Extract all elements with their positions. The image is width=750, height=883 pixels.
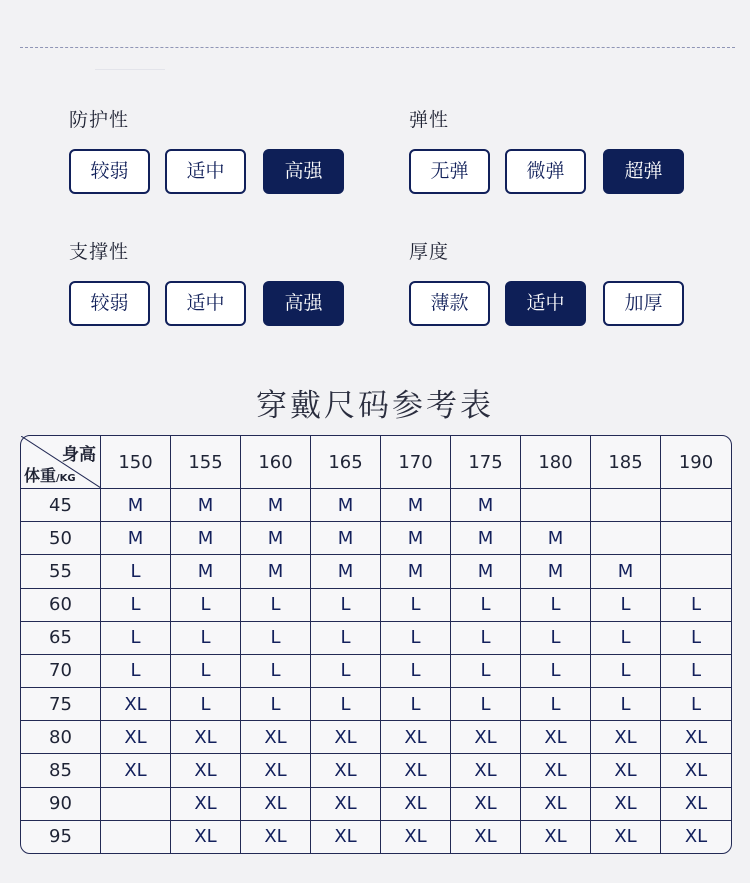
weight-cell: 65 — [21, 622, 101, 655]
table-row — [21, 555, 731, 588]
size-cell: L — [591, 622, 661, 655]
option-button[interactable]: 较弱 — [69, 281, 150, 326]
size-cell: L — [171, 622, 241, 655]
size-cell: L — [451, 589, 521, 622]
size-cell: M — [591, 555, 661, 588]
attribute-title: 支撑性 — [69, 241, 130, 263]
attribute-group-support — [69, 239, 323, 314]
size-cell: L — [241, 655, 311, 688]
size-cell: L — [521, 622, 591, 655]
size-cell: XL — [451, 788, 521, 821]
size-cell: XL — [171, 821, 241, 853]
size-cell: L — [521, 589, 591, 622]
size-cell: L — [241, 589, 311, 622]
size-cell: L — [661, 655, 731, 688]
size-cell: L — [591, 655, 661, 688]
option-row — [69, 281, 359, 331]
size-cell: XL — [241, 788, 311, 821]
table-row — [21, 821, 731, 853]
table-row — [21, 522, 731, 555]
size-cell: L — [451, 688, 521, 721]
size-cell: L — [381, 589, 451, 622]
size-cell: XL — [591, 754, 661, 787]
option-button[interactable]: 加厚 — [603, 281, 684, 326]
size-cell — [521, 489, 591, 522]
size-cell: L — [381, 688, 451, 721]
height-header: 180 — [521, 436, 591, 489]
faint-divider — [95, 69, 165, 70]
attribute-group-thickness — [409, 239, 663, 314]
size-cell: L — [661, 622, 731, 655]
size-cell: L — [171, 589, 241, 622]
size-cell — [101, 788, 171, 821]
size-cell: L — [311, 655, 381, 688]
weight-cell: 60 — [21, 589, 101, 622]
option-row — [409, 149, 699, 199]
size-cell: XL — [171, 721, 241, 754]
size-cell: L — [661, 589, 731, 622]
weight-cell: 75 — [21, 688, 101, 721]
option-button-selected[interactable]: 超弹 — [603, 149, 684, 194]
attribute-title: 厚度 — [409, 241, 450, 263]
size-chart-table — [20, 435, 732, 854]
size-cell — [101, 821, 171, 853]
size-cell: XL — [381, 821, 451, 853]
table-row — [21, 489, 731, 522]
weight-cell: 70 — [21, 655, 101, 688]
size-cell: XL — [311, 721, 381, 754]
size-cell: L — [591, 688, 661, 721]
corner-weight-text: 体重 — [24, 466, 57, 485]
size-cell: XL — [381, 788, 451, 821]
table-row — [21, 589, 731, 622]
size-cell: M — [451, 522, 521, 555]
size-cell: XL — [591, 821, 661, 853]
option-button-selected[interactable]: 高强 — [263, 149, 344, 194]
weight-cell: 55 — [21, 555, 101, 588]
size-cell: XL — [521, 788, 591, 821]
size-cell: M — [521, 522, 591, 555]
size-cell: L — [241, 622, 311, 655]
size-cell — [661, 555, 731, 588]
size-cell: XL — [311, 788, 381, 821]
size-cell: L — [171, 688, 241, 721]
size-cell: XL — [591, 721, 661, 754]
size-cell: L — [311, 622, 381, 655]
size-cell: L — [451, 622, 521, 655]
size-cell: M — [451, 555, 521, 588]
size-cell — [661, 522, 731, 555]
table-row — [21, 655, 731, 688]
size-cell: XL — [684, 826, 708, 848]
height-header: 165 — [311, 436, 381, 489]
size-cell: M — [521, 555, 591, 588]
size-table-body — [21, 489, 731, 853]
attribute-group-protection — [69, 107, 323, 182]
size-cell: M — [241, 489, 311, 522]
size-cell: XL — [661, 788, 731, 821]
option-button[interactable]: 薄款 — [409, 281, 490, 326]
size-cell: L — [381, 655, 451, 688]
option-button[interactable]: 无弹 — [409, 149, 490, 194]
height-header: 190 — [661, 436, 731, 489]
header-row — [21, 436, 731, 489]
size-cell: M — [101, 522, 171, 555]
height-header: 170 — [381, 436, 451, 489]
size-cell: L — [311, 589, 381, 622]
size-cell: XL — [311, 754, 381, 787]
size-cell: L — [241, 688, 311, 721]
table-row — [21, 688, 731, 721]
height-header: 185 — [591, 436, 661, 489]
size-cell: XL — [241, 721, 311, 754]
size-cell: XL — [171, 754, 241, 787]
size-cell: L — [171, 655, 241, 688]
table-row — [21, 788, 731, 821]
height-header: 175 — [451, 436, 521, 489]
top-dashed-divider — [20, 47, 735, 48]
size-cell: XL — [521, 754, 591, 787]
size-cell: L — [101, 655, 171, 688]
size-cell: XL — [451, 754, 521, 787]
table-row — [21, 721, 731, 754]
size-cell: M — [311, 489, 381, 522]
size-cell: XL — [521, 821, 591, 853]
option-button[interactable]: 较弱 — [69, 149, 150, 194]
size-cell: M — [381, 489, 451, 522]
size-cell: M — [101, 489, 171, 522]
size-cell: L — [521, 688, 591, 721]
size-cell: L — [451, 655, 521, 688]
height-header: 160 — [241, 436, 311, 489]
attribute-title: 弹性 — [409, 109, 450, 131]
size-cell: L — [591, 589, 661, 622]
size-cell: XL — [311, 821, 381, 853]
size-chart-title: 穿戴尺码参考表 — [256, 388, 494, 424]
size-cell: M — [171, 555, 241, 588]
size-cell — [591, 489, 661, 522]
weight-cell: 85 — [21, 754, 101, 787]
size-cell: M — [381, 555, 451, 588]
weight-cell: 45 — [21, 489, 101, 522]
weight-cell: 80 — [21, 721, 101, 754]
size-cell — [591, 522, 661, 555]
height-header: 150 — [101, 436, 171, 489]
size-cell: L — [311, 688, 381, 721]
option-row — [69, 149, 359, 199]
size-cell: XL — [521, 721, 591, 754]
size-cell — [661, 489, 731, 522]
size-cell: M — [381, 522, 451, 555]
size-cell: L — [521, 655, 591, 688]
table-row — [21, 754, 731, 787]
size-cell: XL — [591, 788, 661, 821]
size-cell: XL — [661, 721, 731, 754]
option-button-selected[interactable]: 适中 — [505, 281, 586, 326]
option-row — [409, 281, 699, 331]
size-cell: XL — [241, 754, 311, 787]
size-cell: M — [171, 489, 241, 522]
corner-unit-label: /KG — [56, 473, 76, 484]
size-cell: XL — [451, 721, 521, 754]
size-cell: M — [311, 555, 381, 588]
size-cell: L — [661, 688, 731, 721]
corner-height-label: 身高 — [62, 445, 96, 465]
corner-weight-label — [24, 463, 76, 486]
weight-cell: 95 — [21, 821, 101, 853]
size-cell: XL — [101, 688, 171, 721]
size-cell: L — [381, 622, 451, 655]
table-corner-header — [21, 436, 101, 489]
size-cell: L — [101, 589, 171, 622]
size-cell: M — [171, 522, 241, 555]
size-cell: XL — [171, 788, 241, 821]
size-cell: XL — [381, 721, 451, 754]
option-button-selected[interactable]: 高强 — [263, 281, 344, 326]
size-cell: XL — [241, 821, 311, 853]
attribute-title: 防护性 — [69, 109, 130, 131]
height-header: 155 — [171, 436, 241, 489]
option-button[interactable]: 适中 — [165, 149, 246, 194]
size-cell: XL — [101, 721, 171, 754]
size-cell: XL — [381, 754, 451, 787]
size-cell: M — [451, 489, 521, 522]
weight-cell: 50 — [21, 522, 101, 555]
option-button[interactable]: 适中 — [165, 281, 246, 326]
size-cell: L — [101, 555, 171, 588]
option-button[interactable]: 微弹 — [505, 149, 586, 194]
size-cell: XL — [101, 754, 171, 787]
weight-cell: 90 — [21, 788, 101, 821]
table-row — [21, 622, 731, 655]
size-cell: XL — [661, 754, 731, 787]
size-cell: M — [311, 522, 381, 555]
size-cell: M — [241, 555, 311, 588]
size-cell: L — [101, 622, 171, 655]
size-cell: M — [241, 522, 311, 555]
attribute-group-elasticity — [409, 107, 663, 182]
size-cell: XL — [451, 821, 521, 853]
